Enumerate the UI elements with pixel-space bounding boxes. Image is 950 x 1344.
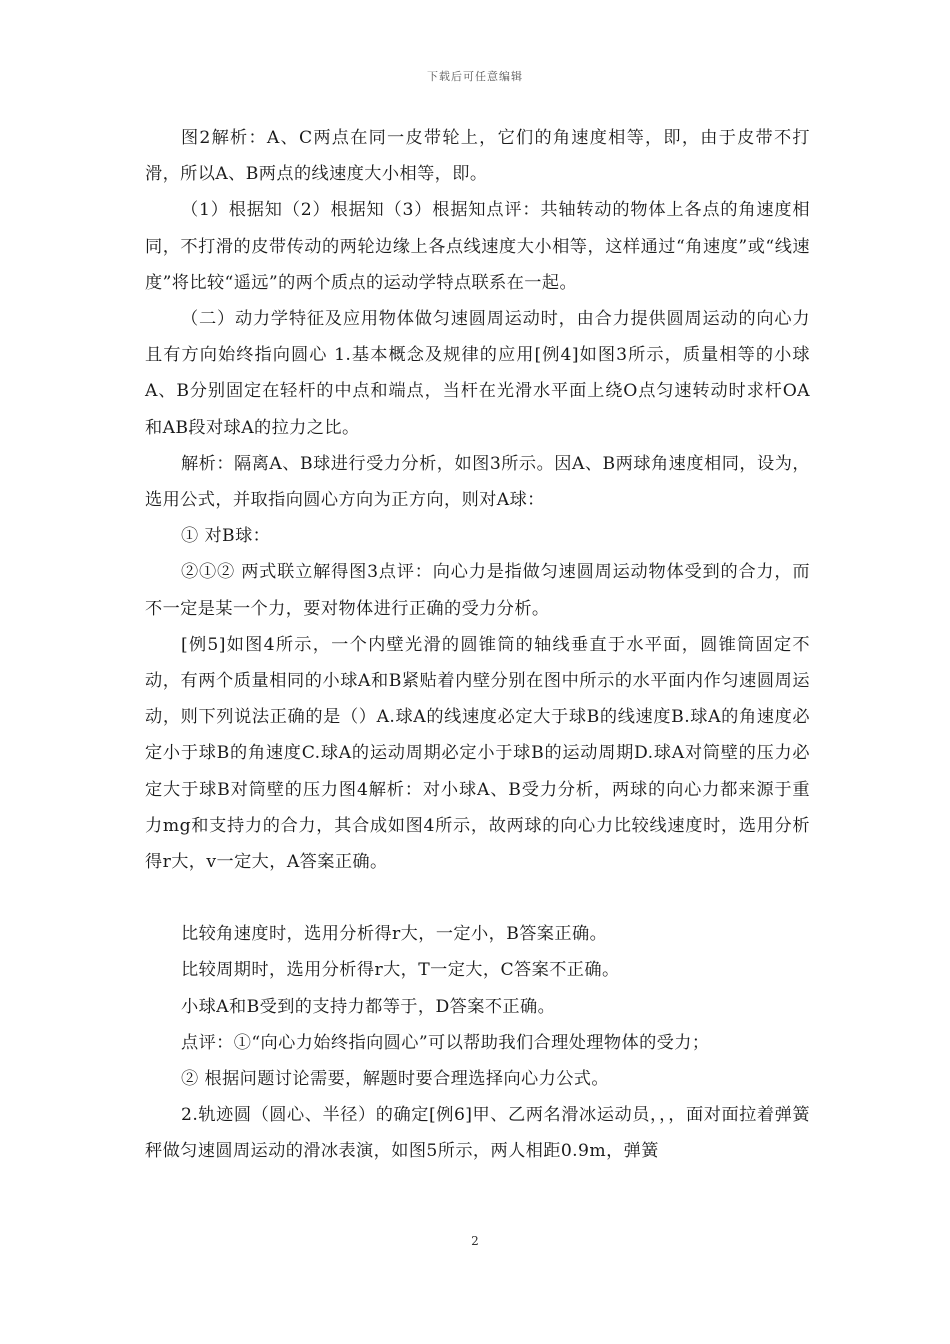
paragraph-period: 比较周期时，选用分析得r大，T一定大，C答案不正确。: [181, 960, 620, 981]
paragraph-combined-solution: ②①② 两式联立解得图3点评：向心力是指做匀速圆周运动物体受到的合力，而不一定是某一个力，要对物体进行正确的受力分析。: [145, 562, 810, 619]
paragraph-dynamics-example4: （二）动力学特征及应用物体做匀速圆周运动时，由合力提供圆周运动的向心力且有方向始终指向圆心 1.基本概念及规律的应用[例4]如图3所示，质量相等的小球A、B分别固定在轻杆的中点和端点，当杆在光滑水平面上绕O点匀速转动时求杆OA和AB段对球A的拉力之比。: [145, 309, 810, 438]
paragraph-analysis-ball-a: 解析：隔离A、B球进行受力分析，如图3所示。因A、B两球角速度相同，设为，选用公式，并取指向圆心方向为正方向，则对A球：: [145, 453, 810, 511]
paragraph-comment-2: ② 根据问题讨论需要，解题时要合理选择向心力公式。: [181, 1069, 609, 1090]
paragraph-example5: [例5]如图4所示，一个内壁光滑的圆锥筒的轴线垂直于水平面，圆锥筒固定不动，有两个质量相同的小球A和B紧贴着内壁分别在图中所示的水平面内作匀速圆周运动，则下列说法正确的是（）A.球A的线速度必定大于球B的线速度B.球A的角速度必定小于球B的角速度C.球A的运动周期必定小于球B的运动周期D.球A对筒壁的压力必定大于球B对筒壁的压力图4解析：对小球A、B受力分析，两球的向心力都来源于重力mg和支持力的合力，其合成如图4所示，故两球的向心力比较线速度时，选用分析得r大，v一定大，A答案正确。: [145, 634, 810, 873]
document-body: [145, 120, 810, 1170]
paragraph-example6: 2.轨迹圆（圆心、半径）的确定[例6]甲、乙两名滑冰运动员，，，面对面拉着弹簧秤做匀速圆周运动的滑冰表演，如图5所示，两人相距0.9m，弹簧: [145, 1105, 810, 1162]
paragraph-support-force: 小球A和B受到的支持力都等于，D答案不正确。: [181, 996, 556, 1017]
paragraph-figure2-analysis: 图2解析：A、C两点在同一皮带轮上，它们的角速度相等，即，由于皮带不打滑，所以A、B两点的线速度大小相等，即。: [145, 128, 810, 185]
page-number: 2: [471, 1234, 479, 1248]
paragraph-comment-rotation: （1）根据知（2）根据知（3）根据知点评：共轴转动的物体上各点的角速度相同，不打滑的皮带传动的两轮边缘上各点线速度大小相等，这样通过“角速度”或“线速度”将比较“遥远”的两个质点的运动学特点联系在一起。: [145, 200, 810, 293]
page-header: 下载后可任意编辑: [427, 70, 523, 83]
paragraph-angular-velocity: 比较角速度时，选用分析得r大，一定小，B答案正确。: [181, 924, 608, 945]
paragraph-ball-b: ① 对B球：: [181, 526, 271, 547]
paragraph-comment-1: 点评：①“向心力始终指向圆心”可以帮助我们合理处理物体的受力；: [181, 1032, 710, 1053]
